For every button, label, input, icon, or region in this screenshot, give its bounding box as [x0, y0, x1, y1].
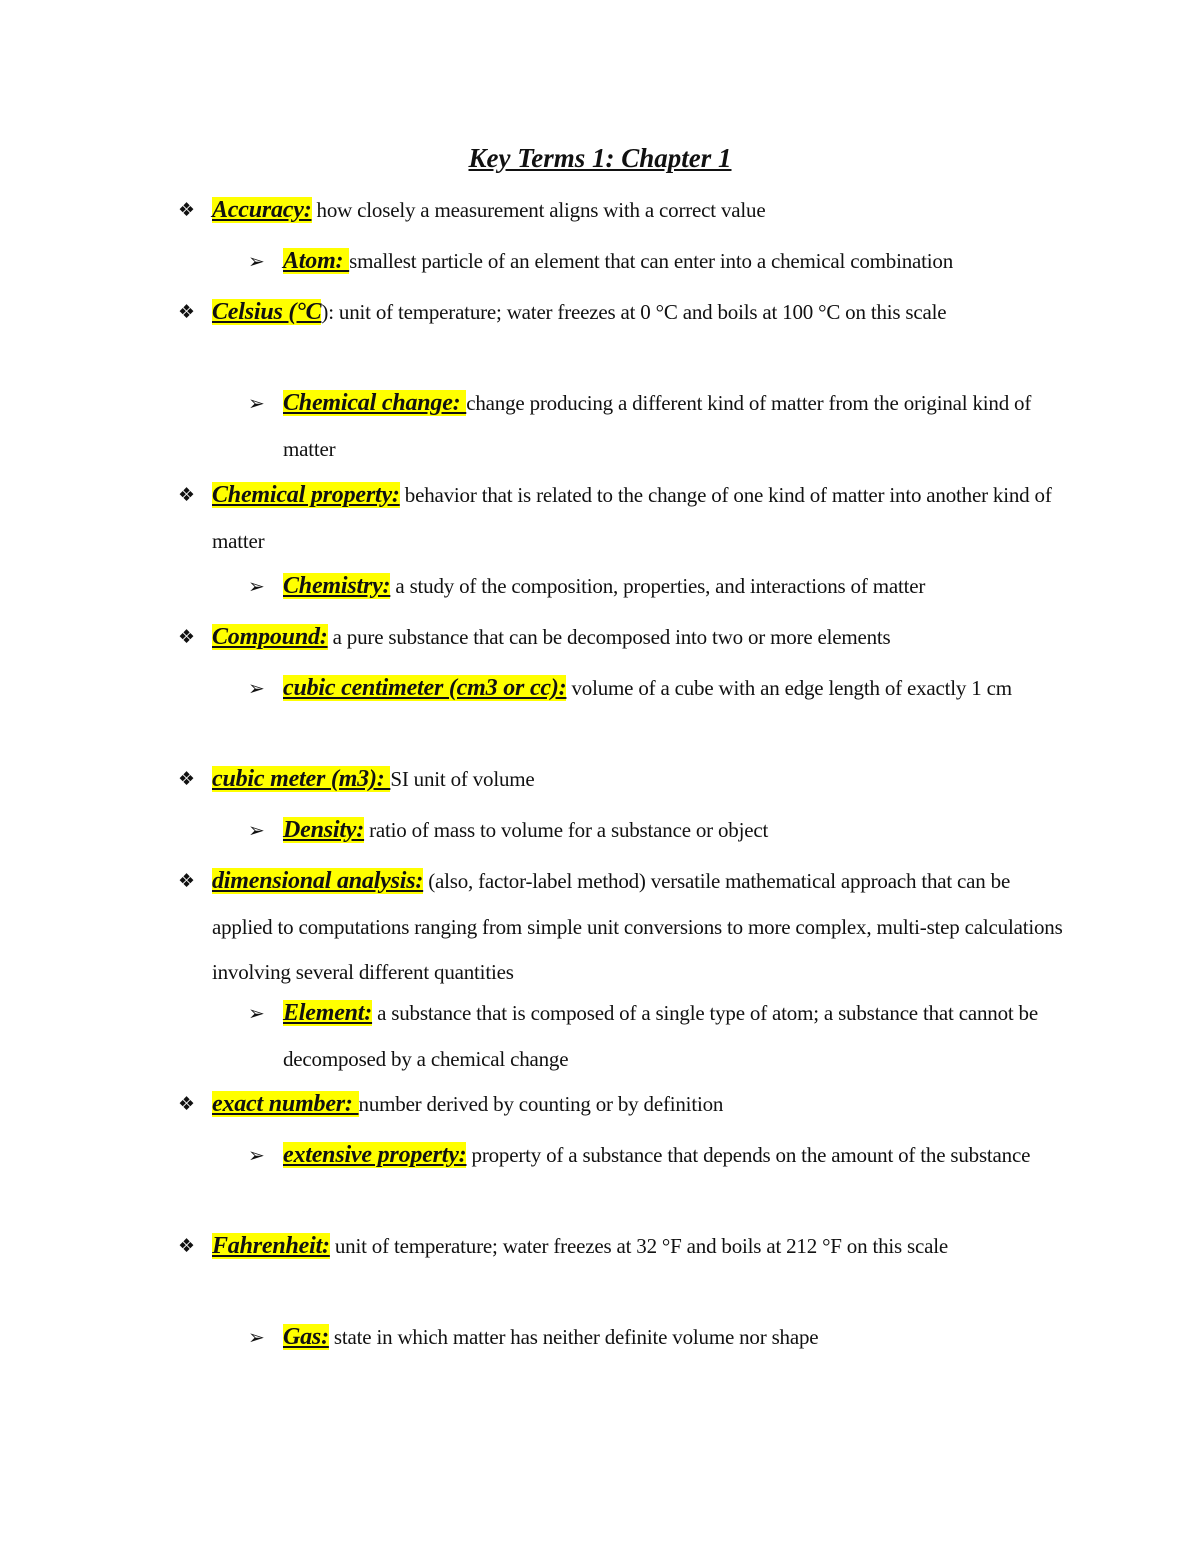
term-definition: smallest particle of an element that can enter into a chemical combination [349, 249, 954, 273]
term-label: Density: [283, 817, 365, 843]
diamond-bullet-icon: ❖ [178, 199, 195, 221]
term-definition: a substance that is composed of a single type of atom; a substance that cannot be decomposed by a chemical change [283, 1001, 1038, 1071]
term-item-chemical-change [248, 381, 1073, 472]
diamond-bullet-icon: ❖ [178, 870, 195, 892]
diamond-bullet-icon: ❖ [178, 1093, 195, 1115]
term-item-atom [248, 239, 1073, 285]
term-label: Fahrenheit: [212, 1233, 330, 1259]
term-item-element [248, 991, 1073, 1082]
term-item-cubic-centimeter [248, 666, 1073, 712]
term-label: Celsius (°C [212, 299, 322, 325]
term-item-chemical-property [178, 473, 1072, 564]
arrow-bullet-icon: ➢ [248, 1143, 265, 1167]
term-label: cubic centimeter (cm3 or cc): [283, 675, 567, 701]
term-label: exact number: [212, 1091, 359, 1117]
term-definition: a pure substance that can be decomposed into two or more elements [327, 625, 891, 649]
term-item-dimensional-analysis [178, 859, 1072, 996]
arrow-bullet-icon: ➢ [248, 1001, 265, 1025]
term-label: Gas: [283, 1324, 329, 1350]
term-definition: ): unit of temperature; water freezes at 0 °C and boils at 100 °C on this scale [321, 300, 947, 324]
term-label: Chemical property: [212, 482, 400, 508]
diamond-bullet-icon: ❖ [178, 1235, 195, 1257]
term-definition: property of a substance that depends on the amount of the substance [466, 1143, 1031, 1167]
term-label: Accuracy: [212, 197, 312, 223]
term-label: Element: [283, 1000, 373, 1026]
term-item-exact-number [178, 1082, 1072, 1128]
term-definition: behavior that is related to the change of one kind of matter into another kind of matter [212, 483, 1052, 553]
arrow-bullet-icon: ➢ [248, 676, 265, 700]
term-definition: state in which matter has neither definite volume nor shape [328, 1325, 819, 1349]
term-definition: SI unit of volume [390, 767, 535, 791]
term-item-accuracy [178, 188, 1072, 234]
term-label: dimensional analysis: [212, 868, 424, 894]
term-item-fahrenheit [178, 1224, 1072, 1270]
arrow-bullet-icon: ➢ [248, 391, 265, 415]
arrow-bullet-icon: ➢ [248, 574, 265, 598]
term-label: extensive property: [283, 1142, 467, 1168]
term-label: cubic meter (m3): [212, 766, 391, 792]
term-item-cubic-meter [178, 757, 1072, 803]
term-definition: number derived by counting or by definition [358, 1092, 724, 1116]
term-item-gas [248, 1315, 1073, 1361]
term-definition: (also, factor-label method) versatile mathematical approach that can be applied to computations ranging from simple unit conversions to more complex, multi-step calculations involving several different quantities [212, 869, 1063, 984]
arrow-bullet-icon: ➢ [248, 818, 265, 842]
term-definition: unit of temperature; water freezes at 32 °F and boils at 212 °F on this scale [329, 1234, 949, 1258]
page-title: Key Terms 1: Chapter 1 [468, 143, 732, 173]
arrow-bullet-icon: ➢ [248, 249, 265, 273]
term-label: Compound: [212, 624, 328, 650]
term-item-density [248, 808, 1073, 854]
term-definition: volume of a cube with an edge length of exactly 1 cm [566, 676, 1012, 700]
term-label: Atom: [283, 248, 350, 274]
diamond-bullet-icon: ❖ [178, 484, 195, 506]
term-definition: how closely a measurement aligns with a correct value [311, 198, 766, 222]
term-definition: change producing a different kind of matter from the original kind of matter [283, 391, 1032, 461]
arrow-bullet-icon: ➢ [248, 1325, 265, 1349]
term-label: Chemistry: [283, 573, 391, 599]
diamond-bullet-icon: ❖ [178, 626, 195, 648]
diamond-bullet-icon: ❖ [178, 768, 195, 790]
term-item-compound [178, 615, 1072, 661]
term-item-chemistry [248, 564, 1073, 610]
term-label: Chemical change: [283, 390, 467, 416]
term-definition: a study of the composition, properties, and interactions of matter [390, 574, 926, 598]
diamond-bullet-icon: ❖ [178, 301, 195, 323]
term-item-celsius [178, 290, 1072, 336]
term-item-extensive-property [248, 1133, 1073, 1179]
term-definition: ratio of mass to volume for a substance or object [364, 818, 769, 842]
